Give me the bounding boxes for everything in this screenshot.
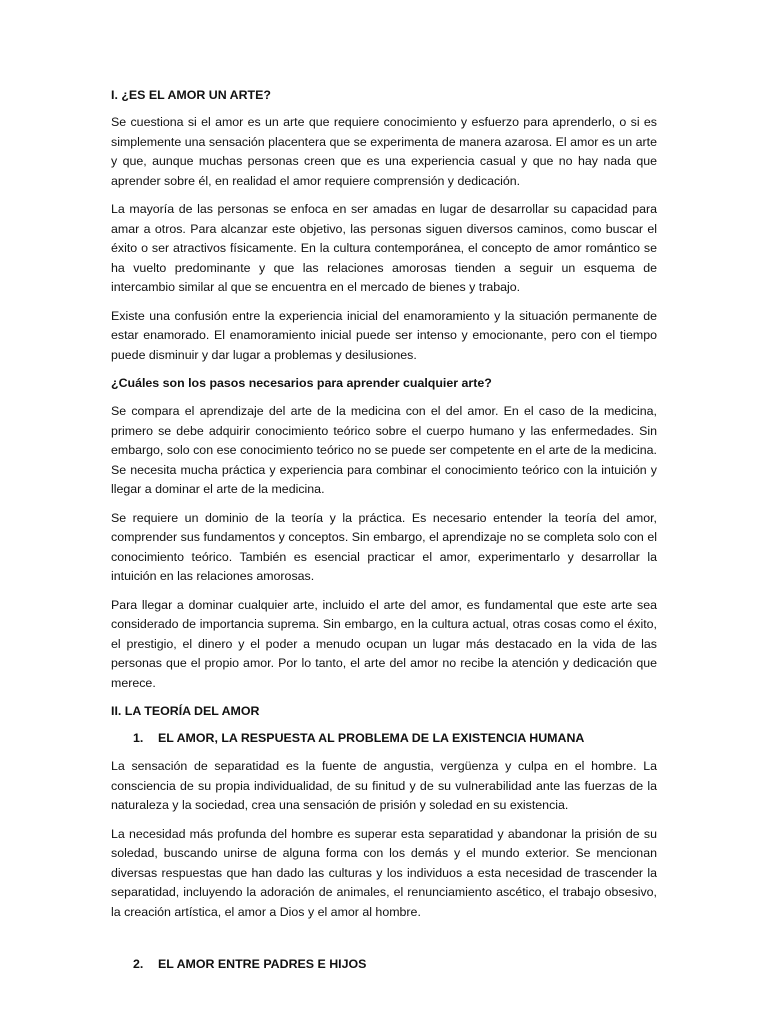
numbered-heading-2-number: 2.	[133, 957, 144, 971]
numbered-heading-2	[111, 955, 657, 974]
section-title-1: I. ¿ES EL AMOR UN ARTE?	[111, 88, 271, 102]
paragraph-6: Para llegar a dominar cualquier arte, incluido el arte del amor, es fundamental que este arte sea considerado de importancia suprema. Sin embargo, en la cultura actual, otras cosas como el éxito, el prestigio, el dinero y el poder a menudo ocupan un lugar más destacado en la vida de las personas que el propio amor. Por lo tanto, el arte del amor no recibe la atención y dedicación que merece.	[111, 597, 657, 690]
spacer	[111, 931, 657, 955]
paragraph-3: Existe una confusión entre la experiencia inicial del enamoramiento y la situación permanente de estar enamorado. El enamoramiento inicial puede ser intenso y emocionante, pero con el tiempo puede disminuir y dar lugar a problemas y desilusiones.	[111, 308, 657, 362]
section-title-2: II. LA TEORÍA DEL AMOR	[111, 704, 260, 718]
paragraph-4: Se compara el aprendizaje del arte de la medicina con el del amor. En el caso de la medicina, primero se debe adquirir conocimiento teórico sobre el cuerpo humano y las enfermedades. Sin embargo, solo con ese conocimiento teórico no se puede ser competente en el arte de la medicina. Se necesita mucha práctica y experiencia para combinar el conocimiento teórico con la intuición y llegar a dominar el arte de la medicina.	[111, 404, 657, 496]
paragraph-5: Se requiere un dominio de la teoría y la práctica. Es necesario entender la teoría del amor, comprender sus fundamentos y conceptos. Sin embargo, el aprendizaje no se completa solo con el conocimiento teórico. También es esencial practicar el amor, experimentarlo y desarrollar la intuición en las relaciones amorosas.	[111, 510, 657, 583]
paragraph-1: Se cuestiona si el amor es un arte que requiere conocimiento y esfuerzo para aprenderlo, o si es simplemente una sensación placentera que se experimenta de manera azarosa. El amor es un arte y que, aunque muchas personas creen que es una experiencia casual y que no hay nada que aprender sobre él, en realidad el amor requiere comprensión y dedicación.	[111, 115, 657, 188]
paragraph-2: La mayoría de las personas se enfoca en ser amadas en lugar de desarrollar su capacidad para amar a otros. Para alcanzar este objetivo, las personas siguen diversos caminos, como buscar el éxito o ser atractivos físicamente. En la cultura contemporánea, el concepto de amor romántico se ha vuelto predominante y que las relaciones amorosas tienden a seguir un esquema de intercambio similar al que se encuentra en el mercado de bienes y trabajo.	[111, 202, 657, 294]
numbered-heading-1-number: 1.	[133, 731, 144, 745]
paragraph-8: La necesidad más profunda del hombre es superar esta separatidad y abandonar la prisión de su soledad, buscando unirse de alguna forma con los demás y el mundo exterior. Se mencionan diversas respuestas que han dado las culturas y los individuos a esta necesidad de trascender la separatidad, incluyendo la adoración de animales, el renunciamiento ascético, el trabajo obsesivo, la creación artística, el amor a Dios y el amor al hombre.	[111, 826, 657, 919]
numbered-heading-2-text: EL AMOR ENTRE PADRES E HIJOS	[158, 957, 367, 971]
question-heading: ¿Cuáles son los pasos necesarios para aprender cualquier arte?	[111, 376, 492, 390]
numbered-heading-1	[111, 729, 657, 748]
numbered-heading-1-text: EL AMOR, LA RESPUESTA AL PROBLEMA DE LA EXISTENCIA HUMANA	[158, 731, 585, 745]
paragraph-7: La sensación de separatidad es la fuente de angustia, vergüenza y culpa en el hombre. La consciencia de su propia individualidad, de su finitud y de su vulnerabilidad ante las fuerzas de la naturaleza y la sociedad, crea una sensación de prisión y soledad en su existencia.	[111, 759, 657, 812]
